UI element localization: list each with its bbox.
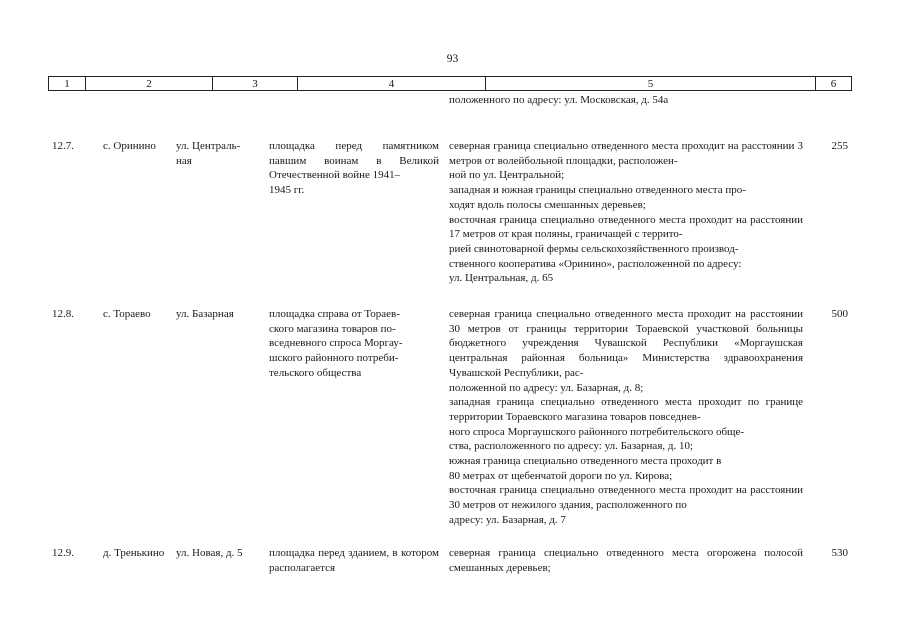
street-name: ул. Новая, д. 5 [176, 547, 243, 559]
place-description: площадка перед памятником павшим воинам в Великой Отечественной войне 1941– 1945 гг. [269, 140, 439, 197]
row-number: 12.9. [52, 547, 74, 559]
street-name: ул. Централь- ная [176, 140, 241, 167]
area-value: 500 [831, 308, 848, 320]
boundary-description [449, 307, 803, 528]
boundary-west: западная граница специально отведенного места проходит по границе территории Тораевского магазина товаров повседнев- ного спроса Моргаушского районного потребительского обще- ства, расположенного по адресу: ул. Базарная, д. 10; [449, 396, 803, 453]
boundary-north: северная граница специально отведенного места проходит на расстоянии 30 метров от границы территории Тораевской участковой больницы бюджетного учреждения Чувашской Республики «Моргаушская центральная районная больница» Министерства здравоохранения Чувашской Республики, рас- положенной по адресу: ул. Базарная, д. 8; [449, 308, 803, 394]
area-value: 530 [831, 547, 848, 559]
column-header-1: 1 [49, 77, 86, 91]
settlement-name: с. Оринино [103, 140, 156, 152]
settlement-name: с. Тораево [103, 308, 151, 320]
continuation-text: положенного по адресу: ул. Московская, д. 54а [449, 94, 669, 106]
boundary-east: восточная граница специально отведенного места проходит на расстоянии 17 метров от края поляны, граничащей с террито- рией свинотоварной фермы сельскохозяйственного производ- ственного кооператива «Оринино», расположенной по адресу: ул. Центральная, д. 65 [449, 213, 803, 285]
column-header-5: 5 [486, 77, 816, 91]
boundary-south: южная граница специально отведенного места проходит в 80 метрах от щебенчатой дороги по ул. Кирова; [449, 455, 722, 482]
boundary-description [449, 139, 803, 286]
place-description: площадка справа от Тораев- ского магазина товаров по- вседневного спроса Моргау- шского районного потреби- тельского общества [269, 308, 403, 379]
boundary-north: северная граница специально отведенного места огорожена полосой смешанных деревьев; [449, 547, 803, 574]
place-description: площадка перед зданием, в котором располагается [269, 547, 439, 574]
column-header-2: 2 [86, 77, 213, 91]
boundary-west-south: западная и южная границы специально отведенного места про- ходят вдоль полосы смешанных деревьев; [449, 184, 746, 211]
row-number: 12.7. [52, 140, 74, 152]
boundary-east: восточная граница специально отведенного места проходит на расстоянии 30 метров от нежилого здания, расположенного по адресу: ул. Базарная, д. 7 [449, 484, 803, 526]
column-header-4: 4 [298, 77, 486, 91]
column-header-row [49, 77, 852, 91]
page-number: 93 [446, 53, 459, 65]
row-number: 12.8. [52, 308, 74, 320]
boundary-north: северная граница специально отведенного места проходит на расстоянии 3 метров от волейбольной площадки, расположен- ной по ул. Центральной; [449, 140, 803, 182]
boundary-description [449, 546, 803, 575]
street-name: ул. Базарная [176, 308, 234, 320]
settlement-name: д. Тренькино [103, 547, 165, 559]
column-header-6: 6 [816, 77, 852, 91]
area-value: 255 [831, 140, 848, 152]
column-header-3: 3 [213, 77, 298, 91]
column-header-table [48, 76, 852, 91]
